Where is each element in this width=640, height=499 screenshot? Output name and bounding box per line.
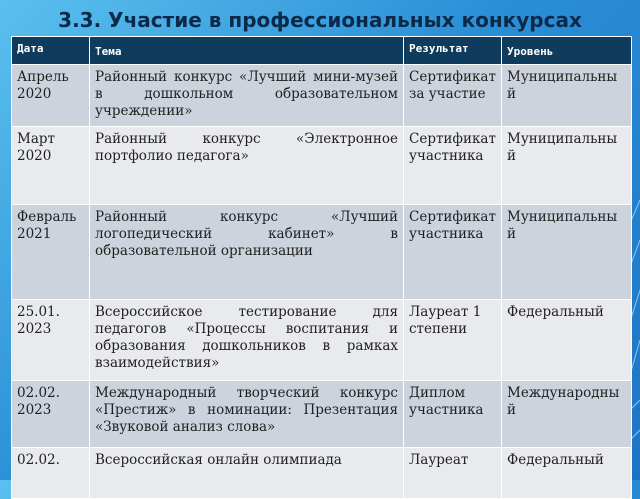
cell-level: Муниципальный: [502, 205, 632, 300]
cell-level: Муниципальный: [502, 65, 632, 127]
cell-date: 25.01. 2023: [12, 300, 90, 381]
cell-theme: Международный творческий конкурс «Престиж» в номинации: Презентация «Звуковой анализ слова»: [90, 381, 404, 448]
contests-table: [11, 36, 632, 499]
cell-date: Февраль 2021: [12, 205, 90, 300]
cell-date: Март 2020: [12, 127, 90, 205]
cell-level: Федеральный: [502, 300, 632, 381]
cell-result: Сертификат участника: [404, 205, 502, 300]
page-title: 3.3. Участие в профессиональных конкурсах: [58, 8, 582, 32]
cell-theme: Районный конкурс «Электронное портфолио педагога»: [90, 127, 404, 205]
cell-result: Сертификат за участие: [404, 65, 502, 127]
table-row: [12, 65, 632, 127]
cell-result: Лауреат 1 степени: [404, 300, 502, 381]
header-row: [12, 37, 632, 65]
table-row: [12, 381, 632, 448]
table-row: [12, 300, 632, 381]
table-row: [12, 205, 632, 300]
table-row: [12, 448, 632, 499]
header-result: Результат: [404, 37, 502, 65]
header-theme: Тема: [90, 37, 404, 65]
cell-level: Международный: [502, 381, 632, 448]
cell-date: Апрель 2020: [12, 65, 90, 127]
cell-result: Диплом участника: [404, 381, 502, 448]
cell-level: Федеральный: [502, 448, 632, 499]
cell-date: 02.02. 2023: [12, 381, 90, 448]
cell-theme: Районный конкурс «Лучший мини-музей в дошкольном образовательном учреждении»: [90, 65, 404, 127]
cell-theme: Всероссийская онлайн олимпиада: [90, 448, 404, 499]
cell-theme: Всероссийское тестирование для педагогов «Процессы воспитания и образования дошкольников в рамках взаимодействия»: [90, 300, 404, 381]
header-level: Уровень: [502, 37, 632, 65]
cell-result: Лауреат: [404, 448, 502, 499]
table-row: [12, 127, 632, 205]
cell-theme: Районный конкурс «Лучший логопедический кабинет» в образовательной организации: [90, 205, 404, 300]
cell-date: 02.02.: [12, 448, 90, 499]
cell-level: Муниципальный: [502, 127, 632, 205]
header-date: Дата: [12, 37, 90, 65]
cell-result: Сертификат участника: [404, 127, 502, 205]
